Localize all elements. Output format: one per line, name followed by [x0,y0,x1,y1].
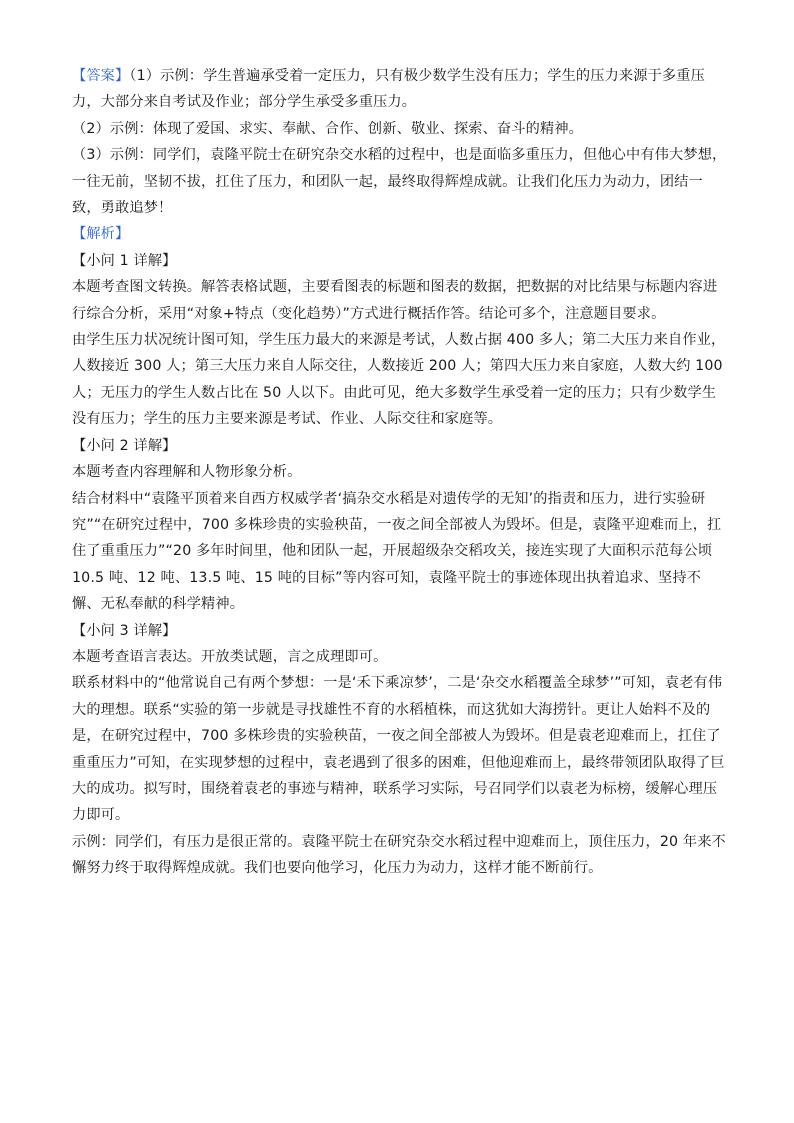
answer-label: 【答案】 [72,68,130,84]
question-1-heading: 【小问 1 详解】 [72,252,177,269]
question-3-paragraph-2: 联系材料中的“他常说自己有两个梦想：一是‘禾下乘凉梦’，二是‘杂交水稻覆盖全球梦’”可知，袁老有伟大的理想。联系“实验的第一步就是寻找雄性不育的水稻植株，而这犹如大海捞针。更让人始料不及的是，在研究过程中，700 多株珍贵的实验秧苗，一夜之间全部被人为毁坏。但是袁老迎难而上，扛住了重重压力”可知，在实现梦想的过程中，袁老遇到了很多的困难，但他迎难而上，最终带领团队取得了巨大的成功。拟写时，围绕着袁老的事迹与精神，联系学习实际，号召同学们以袁老为标榜，缓解心理压力即可。 [72,675,725,824]
answer-item-1 [72,63,728,116]
question-2-paragraph-1: 本题考查内容理解和人物形象分析。 [72,464,302,481]
question-2-paragraph-2: 结合材料中“袁隆平顶着来自西方权威学者‘搞杂交水稻是对遗传学的无知’的指责和压力，进行实验研究”“在研究过程中，700 多株珍贵的实验秧苗，一夜之间全部被人为毁坏。但是，袁隆平迎难而上，扛住了重重压力”“20 多年时间里，他和团队一起，开展超级杂交稻攻关，接连实现了大面积示范每公顷 10.5 吨、12 吨、13.5 吨、15 吨的目标”等内容可知，袁隆平院士的事迹体现出执着追求、坚持不懈、无私奉献的科学精神。 [72,490,722,613]
answer-item-3: （3）示例：同学们，袁隆平院士在研究杂交水稻的过程中，也是面临多重压力，但他心中有伟大梦想，一往无前，坚韧不拔，扛住了压力，和团队一起，最终取得辉煌成就。让我们化压力为动力，团结一致，勇敢追梦！ [72,147,727,217]
question-1-paragraph-2: 由学生压力状况统计图可知，学生压力最大的来源是考试，人数占据 400 多人；第二大压力来自作业，人数接近 300 人；第三大压力来自人际交往，人数接近 200 人；第四大压力来自家庭，人数大约 100 人；无压力的学生人数占比在 50 人以下。由此可见，绝大多数学生承受着一定的压力；只有少数学生没有压力；学生的压力主要来源是考试、作业、人际交往和家庭等。 [72,332,726,428]
answer-item-2: （2）示例：体现了爱国、求实、奉献、合作、创新、敬业、探索、奋斗的精神。 [72,120,583,137]
question-1-paragraph-1: 本题考查图文转换。解答表格试题，主要看图表的标题和图表的数据，把数据的对比结果与标题内容进行综合分析，采用“对象+特点（变化趋势）”方式进行概括作答。结论可多个，注意题目要求。 [72,279,718,322]
question-2-heading: 【小问 2 详解】 [72,437,177,454]
analysis-label: 【解析】 [72,226,130,243]
question-3-heading: 【小问 3 详解】 [72,622,177,639]
question-3-paragraph-3: 示例：同学们，有压力是很正常的。袁隆平院士在研究杂交水稻过程中迎难而上，顶住压力，20 年来不懈努力终于取得辉煌成就。我们也要向他学习，化压力为动力，这样才能不断前行。 [72,833,726,877]
question-3-paragraph-1: 本题考查语言表达。开放类试题，言之成理即可。 [72,648,388,665]
answer-text-1: （1）示例：学生普遍承受着一定压力，只有极少数学生没有压力；学生的压力来源于多重压力，大部分来自考试及作业；部分学生承受多重压力。 [72,68,705,111]
document-content [72,63,728,882]
